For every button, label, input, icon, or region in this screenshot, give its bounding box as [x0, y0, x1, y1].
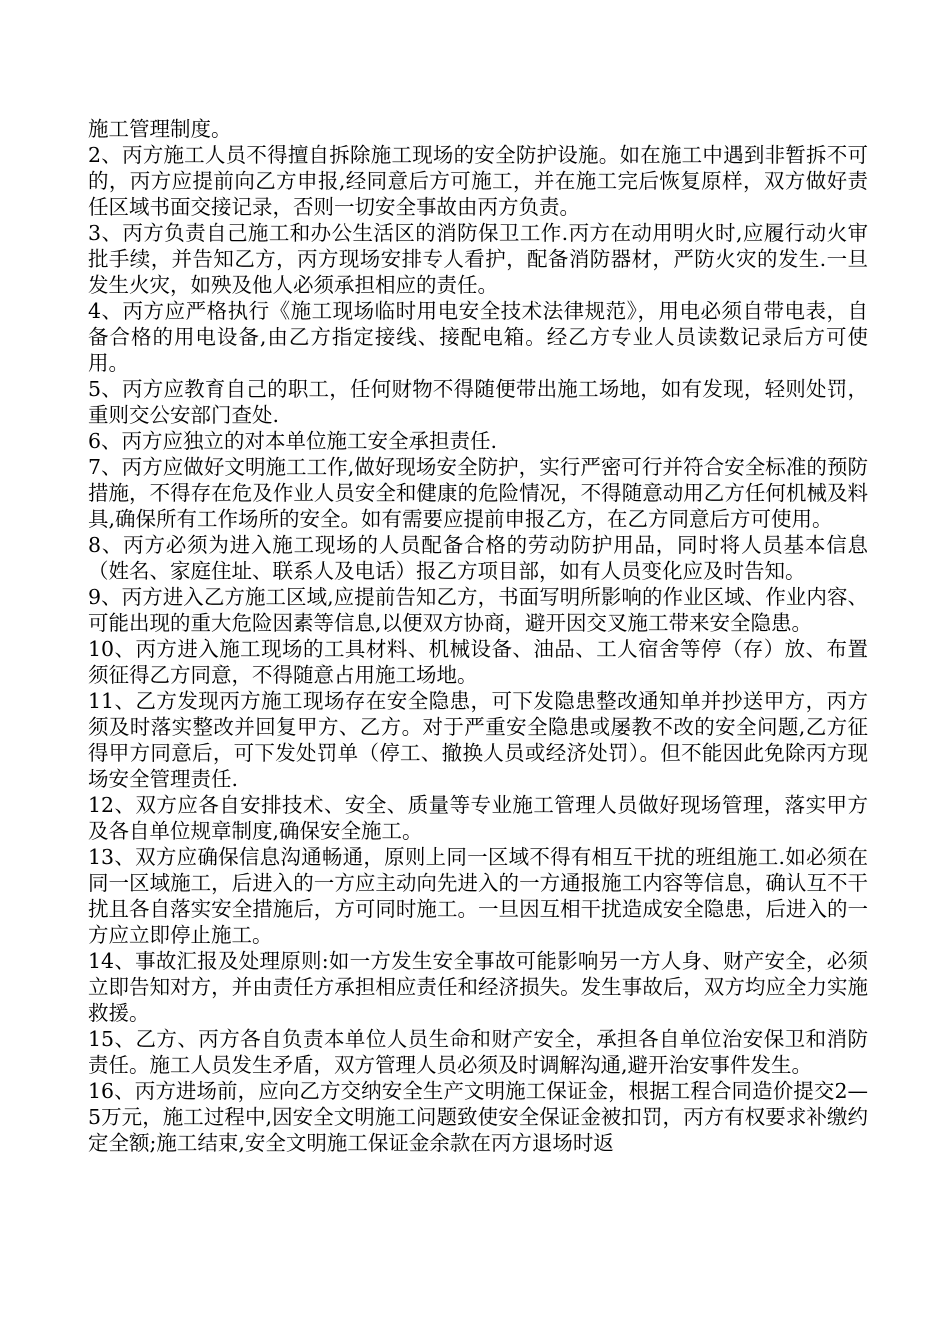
- clause-12: 12、双方应各自安排技术、安全、质量等专业施工管理人员做好现场管理，落实甲方及各自单位规章制度,确保安全施工。: [88, 793, 868, 843]
- clause-9: 9、丙方进入乙方施工区域,应提前告知乙方，书面写明所影响的作业区域、作业内容、可能出现的重大危险因素等信息,以便双方协商，避开因交叉施工带来安全隐患。: [88, 585, 868, 635]
- clause-3: 3、丙方负责自己施工和办公生活区的消防保卫工作.丙方在动用明火时,应履行动火审批手续，并告知乙方，丙方现场安排专人看护，配备消防器材，严防火灾的发生.一旦发生火灾，如殃及他人必须承担相应的责任。: [88, 221, 868, 297]
- clause-8: 8、丙方必须为进入施工现场的人员配备合格的劳动防护用品，同时将人员基本信息（姓名、家庭住址、联系人及电话）报乙方项目部，如有人员变化应及时告知。: [88, 533, 868, 583]
- clause-16: 16、丙方进场前，应向乙方交纳安全生产文明施工保证金，根据工程合同造价提交2—5万元，施工过程中,因安全文明施工问题致使安全保证金被扣罚，丙方有权要求补缴约定全额;施工结束,安全文明施工保证金余款在丙方退场时返: [88, 1079, 868, 1155]
- clause-4: 4、丙方应严格执行《施工现场临时用电安全技术法律规范》，用电必须自带电表，自备合格的用电设备,由乙方指定接线、接配电箱。经乙方专业人员读数记录后方可使用。: [88, 299, 868, 375]
- clause-7: 7、丙方应做好文明施工工作,做好现场安全防护，实行严密可行并符合安全标准的预防措施，不得存在危及作业人员安全和健康的危险情况，不得随意动用乙方任何机械及料具,确保所有工作场所的安全。如有需要应提前申报乙方，在乙方同意后方可使用。: [88, 455, 868, 531]
- clause-6: 6、丙方应独立的对本单位施工安全承担责任.: [88, 429, 498, 453]
- clause-2: 2、丙方施工人员不得擅自拆除施工现场的安全防护设施。如在施工中遇到非暂拆不可的，丙方应提前向乙方申报,经同意后方可施工，并在施工完后恢复原样，双方做好责任区域书面交接记录，否则一切安全事故由丙方负责。: [88, 143, 868, 219]
- clause-11: 11、乙方发现丙方施工现场存在安全隐患，可下发隐患整改通知单并抄送甲方，丙方须及时落实整改并回复甲方、乙方。对于严重安全隐患或屡教不改的安全问题,乙方征得甲方同意后，可下发处罚单（停工、撤换人员或经济处罚）。但不能因此免除丙方现场安全管理责任.: [88, 689, 868, 791]
- clause-15: 15、乙方、丙方各自负责本单位人员生命和财产安全，承担各自单位治安保卫和消防责任。施工人员发生矛盾，双方管理人员必须及时调解沟通,避开治安事件发生。: [88, 1027, 868, 1077]
- clause-5: 5、丙方应教育自己的职工，任何财物不得随便带出施工场地，如有发现，轻则处罚，重则交公安部门查处.: [88, 377, 868, 427]
- clause-13: 13、双方应确保信息沟通畅通，原则上同一区域不得有相互干扰的班组施工.如必须在同一区域施工，后进入的一方应主动向先进入的一方通报施工内容等信息，确认互不干扰且各自落实安全措施后，方可同时施工。一旦因互相干扰造成安全隐患，后进入的一方应立即停止施工。: [88, 845, 868, 947]
- clause-14: 14、事故汇报及处理原则:如一方发生安全事故可能影响另一方人身、财产安全，必须立即告知对方，并由责任方承担相应责任和经济损失。发生事故后，双方均应全力实施救援。: [88, 949, 868, 1025]
- document-page: [88, 116, 868, 1156]
- clause-10: 10、丙方进入施工现场的工具材料、机械设备、油品、工人宿舍等停（存）放、布置须征得乙方同意，不得随意占用施工场地。: [88, 637, 868, 687]
- paragraph-continuation: 施工管理制度。: [88, 117, 232, 141]
